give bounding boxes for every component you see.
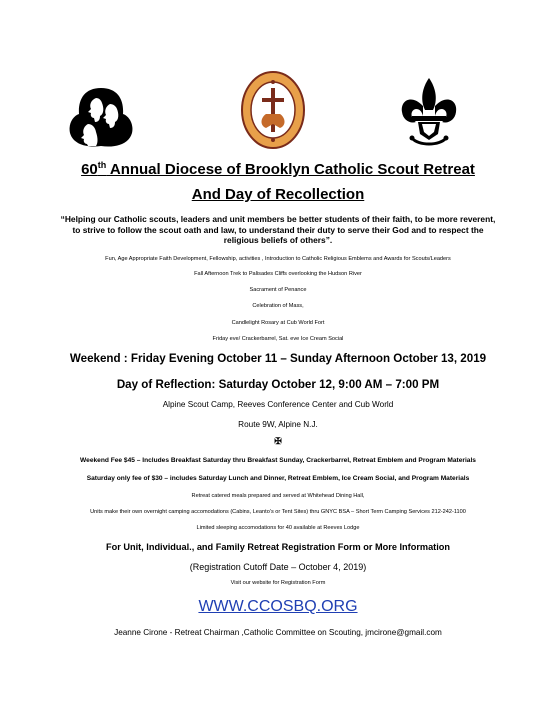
weekend-schedule: Weekend : Friday Evening October 11 – Sunday Afternoon October 13, 2019 xyxy=(69,352,487,365)
registration-cutoff: (Registration Cutoff Date – October 4, 2019) xyxy=(189,562,367,572)
activity-item: Celebration of Mass, xyxy=(252,303,304,309)
saturday-fee: Saturday only fee of $30 – includes Saturday Lunch and Dinner, Retreat Emblem, Ice Cream Social, and Program Materials xyxy=(86,475,470,482)
activity-item: Fall Afternoon Trek to Palisades Cliffs overlooking the Hudson River xyxy=(194,271,362,277)
cross-icon: ✠ xyxy=(274,436,282,446)
weekend-fee: Weekend Fee $45 – Includes Breakfast Saturday thru Breakfast Sunday, Crackerbarrel, Retreat Emblem and Program Materials xyxy=(80,457,476,464)
activity-item: Candlelight Rosary at Cub World Fort xyxy=(231,320,325,326)
activity-item: Friday eve/ Crackerbarrel, Sat. eve Ice Cream Social xyxy=(212,336,344,342)
mission-quote: “Helping our Catholic scouts, leaders and unit members be better students of their faith, to be more reverent, to strive to follow the scout oath and law, to understand their duty to serve their God and to respect the religious beliefs of others”. xyxy=(60,214,496,245)
location-name: Alpine Scout Camp, Reeves Conference Center and Cub World xyxy=(162,400,394,409)
location-address: Route 9W, Alpine N.J. xyxy=(238,420,318,429)
day-of-reflection-schedule: Day of Reflection: Saturday October 12, 9:00 AM – 7:00 PM xyxy=(116,378,440,391)
boy-scouts-logo xyxy=(398,76,460,150)
catholic-committee-seal xyxy=(240,70,306,150)
camping-note: Units make their own overnight camping accomodations (Cabins, Leanto’s or Tent Sites) thru GNYC BSA – Short Term Camping Services 212-242-1100 xyxy=(90,509,466,515)
meal-note: Retreat catered meals prepared and served at Whitehead Dining Hall, xyxy=(191,493,365,499)
website-link[interactable]: WWW.CCOSBQ.ORG xyxy=(198,598,358,615)
lodging-note: Limited sleeping accomodations for 40 available at Reeves Lodge xyxy=(196,525,360,531)
activity-item: Fun, Age Appropriate Faith Development, Fellowship, activities , Introduction to Catholic Religious Emblems and Awards for Scouts/Leaders xyxy=(105,256,451,262)
contact-info: Jeanne Cirone - Retreat Chairman ,Catholic Committee on Scouting, jmcirone@gmail.com xyxy=(114,628,442,637)
page-title: 60th Annual Diocese of Brooklyn Catholic Scout Retreat xyxy=(81,160,475,178)
registration-heading: For Unit, Individual., and Family Retreat Registration Form or More Information xyxy=(105,542,451,552)
activity-item: Sacrament of Penance xyxy=(249,287,307,293)
girl-scouts-logo xyxy=(66,86,136,148)
page-subtitle: And Day of Recollection xyxy=(191,186,365,203)
visit-website-text: Visit our website for Registration Form xyxy=(230,580,326,586)
